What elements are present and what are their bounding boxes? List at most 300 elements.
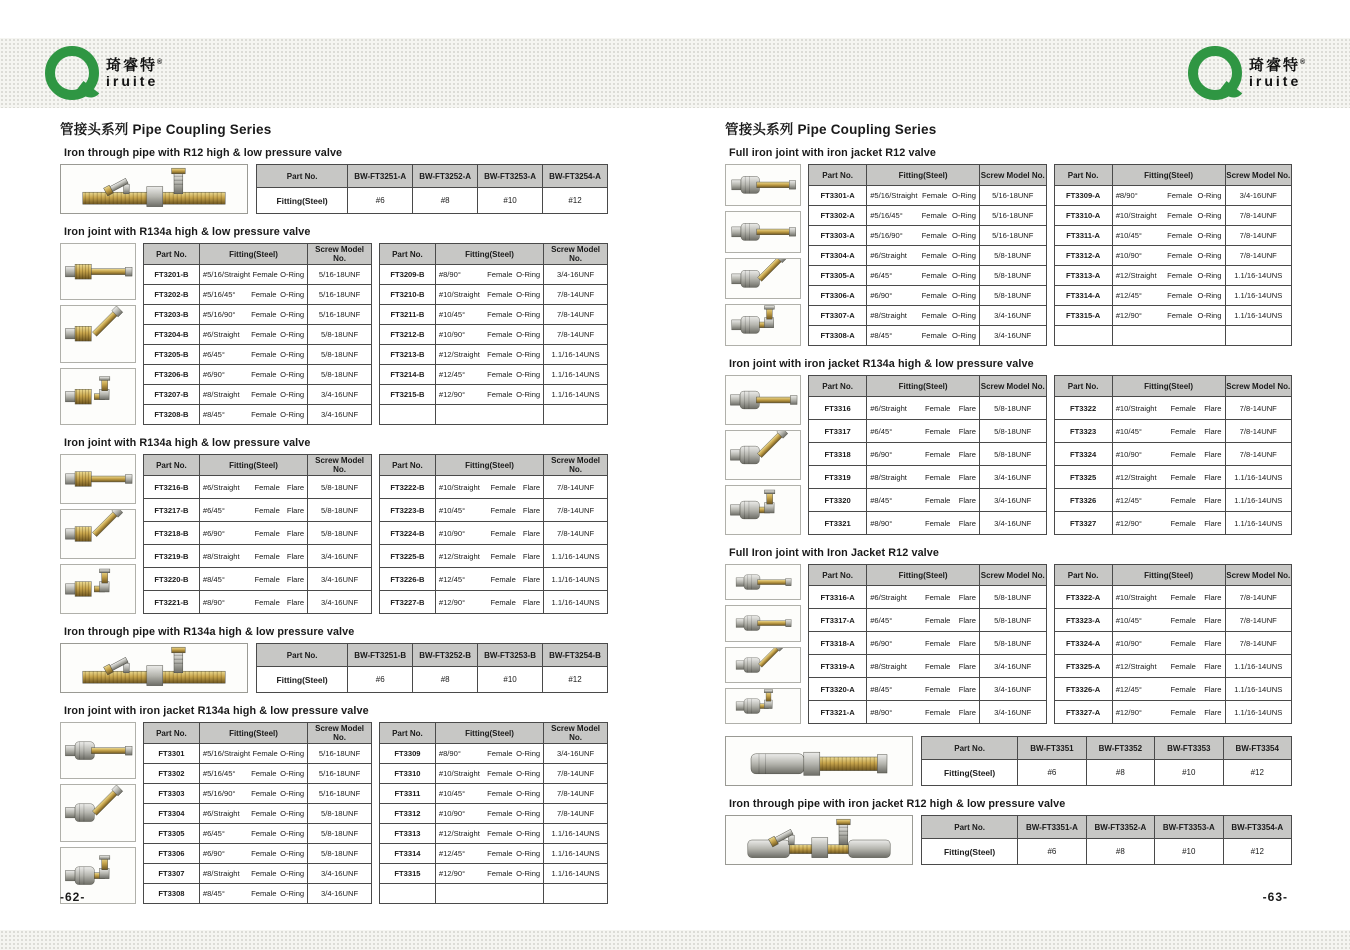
fitting-conn: Female <box>1170 707 1196 717</box>
jk-45-fitting-photo <box>725 647 801 683</box>
part-no-header: Part No. <box>380 455 436 476</box>
fitting-seal: Flare <box>958 518 976 528</box>
tee-jacket-fitting-photo <box>725 815 913 865</box>
part-no-header: Part No. <box>1054 165 1112 186</box>
fitting-spec: #12/45° <box>438 849 466 858</box>
fitting-spec: #10/45° <box>1115 231 1142 240</box>
jk-90-fitting-photo <box>725 485 801 535</box>
part-no-header: Part No. <box>809 376 867 397</box>
part-no-cell: FT3321 <box>809 512 867 535</box>
section-heading: Iron joint with R134a high & low pressure valve <box>64 226 311 238</box>
part-no-header: Part No. <box>257 165 348 188</box>
table-row <box>809 266 1047 286</box>
screw-model-cell: 5/16-18UNF <box>308 744 372 764</box>
part-no-cell: FT3211-B <box>380 305 436 325</box>
table-row <box>809 443 1047 466</box>
fitting-seal: Flare <box>522 505 541 515</box>
fitting-cell <box>867 246 980 266</box>
fitting-cell <box>867 632 980 655</box>
table-row <box>809 186 1047 206</box>
fitting-conn: Female <box>251 829 277 838</box>
table-row <box>1054 246 1292 266</box>
part-no-cell: FT3325 <box>1054 466 1112 489</box>
fitting-cell <box>1112 420 1225 443</box>
fitting-conn: Female <box>490 574 516 584</box>
crimp-fitting-photo <box>725 736 913 786</box>
fitting-conn: Female <box>1170 684 1196 694</box>
fitting-spec: #6/Straight <box>202 809 240 818</box>
part-no-cell: FT3315 <box>380 864 436 884</box>
fitting-seal: Flare <box>958 472 976 482</box>
jk-45-fitting-photo <box>60 784 136 841</box>
fitting-seal: O-Ring <box>516 350 541 359</box>
fitting-conn: Female <box>487 849 513 858</box>
fitting-spec: #12/Straight <box>438 350 480 359</box>
table-row <box>380 522 608 545</box>
screw-model-cell: 3/4-16UNF <box>308 864 372 884</box>
part-no-cell: FT3205-B <box>144 345 200 365</box>
fitting-spec: #6/Straight <box>202 482 240 492</box>
table-row <box>144 285 372 305</box>
fitting-cell <box>867 701 980 724</box>
fitting-spec: #6/90° <box>870 638 893 648</box>
table-row <box>1054 701 1292 724</box>
fitting-seal: Flare <box>958 592 976 602</box>
fitting-seal: Flare <box>1204 592 1222 602</box>
fitting-size-cell: #10 <box>478 188 543 214</box>
fitting-seal: O-Ring <box>516 789 541 798</box>
fitting-conn: Female <box>921 231 947 240</box>
fitting-seal: Flare <box>958 707 976 717</box>
j-straight-fitting-photo <box>60 454 136 504</box>
fitting-cell <box>1112 397 1225 420</box>
table-row <box>1054 326 1292 346</box>
screw-model-cell: 1.1/16-14UNS <box>544 545 608 568</box>
table-header-row <box>809 565 1047 586</box>
part-no-cell: FT3313 <box>380 824 436 844</box>
fitting-size-cell: #10 <box>1155 839 1223 865</box>
fitting-spec: #12/Straight <box>438 551 480 561</box>
fitting-header: Fitting(Steel) <box>435 723 543 744</box>
screw-model-cell: 3/4-16UNF <box>308 385 372 405</box>
brand-logo <box>1188 46 1307 100</box>
table-row <box>144 345 372 365</box>
part-no-cell: FT3213-B <box>380 345 436 365</box>
table-row <box>1054 206 1292 226</box>
screw-model-cell: 5/16-18UNF <box>308 305 372 325</box>
fitting-conn: Female <box>254 482 280 492</box>
part-no-cell: FT3227-B <box>380 591 436 614</box>
table-row <box>144 325 372 345</box>
part-no-cell: FT3305 <box>144 824 200 844</box>
fitting-conn: Female <box>925 426 951 436</box>
fitting-photo-column <box>725 164 801 346</box>
table-header-row <box>144 723 372 744</box>
fitting-seal: O-Ring <box>280 869 305 878</box>
part-no-value: BW-FT3251-B <box>348 644 413 667</box>
screw-model-cell: 7/8-14UNF <box>1225 397 1292 420</box>
table-header-row <box>380 244 608 265</box>
fitting-size-cell: #12 <box>543 667 608 693</box>
fitting-spec: #6/90° <box>870 449 893 459</box>
part-no-cell: FT3306 <box>144 844 200 864</box>
fitting-seal: O-Ring <box>280 330 305 339</box>
part-no-cell: FT3318 <box>809 443 867 466</box>
part-no-cell: FT3216-B <box>144 476 200 499</box>
screw-model-header: Screw Model No. <box>980 165 1047 186</box>
screw-model-cell: 1.1/16-14UNS <box>544 591 608 614</box>
fitting-header: Fitting(Steel) <box>199 723 307 744</box>
screw-model-cell: 1.1/16-14UNS <box>1225 655 1292 678</box>
table-row <box>1054 586 1292 609</box>
fitting-seal: Flare <box>286 528 305 538</box>
table-header-row <box>809 376 1047 397</box>
part-no-value: BW-FT3354-A <box>1223 816 1291 839</box>
fitting-seal: O-Ring <box>280 809 305 818</box>
fitting-header: Fitting(Steel) <box>1112 376 1225 397</box>
fitting-cell <box>1112 512 1225 535</box>
table-row <box>144 744 372 764</box>
table-row <box>380 764 608 784</box>
fitting-spec: #12/90° <box>438 869 466 878</box>
parts-table <box>1054 564 1293 724</box>
fitting-spec: #12/45° <box>1115 495 1142 505</box>
table-row <box>144 784 372 804</box>
fitting-seal: Flare <box>1204 684 1222 694</box>
screw-model-cell: 7/8-14UNF <box>544 764 608 784</box>
table-row <box>144 804 372 824</box>
screw-model-cell: 3/4-16UNF <box>980 489 1047 512</box>
jk-45-fitting-photo <box>725 258 801 300</box>
screw-model-cell: 3/4-16UNF <box>308 884 372 904</box>
table-row <box>1054 226 1292 246</box>
j-90-fitting-photo <box>60 368 136 425</box>
part-no-cell: FT3210-B <box>380 285 436 305</box>
empty-cell <box>1225 326 1292 346</box>
fitting-spec: #12/90° <box>1115 707 1142 717</box>
fitting-conn: Female <box>487 330 513 339</box>
registered-mark: ® <box>157 58 165 66</box>
fitting-conn: Female <box>254 574 280 584</box>
fitting-spec: #10/Straight <box>1115 592 1157 602</box>
fitting-conn: Female <box>251 889 277 898</box>
screw-model-cell: 7/8-14UNF <box>544 499 608 522</box>
screw-model-cell: 1.1/16-14UNS <box>544 568 608 591</box>
part-no-cell: FT3317 <box>809 420 867 443</box>
screw-model-cell: 5/16-18UNF <box>308 764 372 784</box>
fitting-cell <box>199 285 307 305</box>
fitting-cell <box>1112 266 1225 286</box>
screw-model-cell: 1.1/16-14UNS <box>1225 489 1292 512</box>
fitting-seal: O-Ring <box>1197 291 1222 300</box>
screw-model-cell: 3/4-16UNF <box>980 701 1047 724</box>
fitting-cell <box>867 397 980 420</box>
table-row <box>257 667 608 693</box>
part-no-cell: FT3327 <box>1054 512 1112 535</box>
screw-model-cell: 5/8-18UNF <box>308 522 372 545</box>
part-no-cell: FT3314-A <box>1054 286 1112 306</box>
fitting-conn: Female <box>925 403 951 413</box>
fitting-spec: #6/45° <box>202 829 225 838</box>
part-no-cell: FT3312-A <box>1054 246 1112 266</box>
part-no-cell: FT3302-A <box>809 206 867 226</box>
fitting-spec: #12/45° <box>438 574 466 584</box>
part-no-cell: FT3303 <box>144 784 200 804</box>
section-heading: Iron through pipe with R134a high & low pressure valve <box>64 626 355 638</box>
fitting-cell <box>199 784 307 804</box>
part-no-cell: FT3305-A <box>809 266 867 286</box>
screw-model-cell: 7/8-14UNF <box>1225 609 1292 632</box>
part-no-value: BW-FT3352 <box>1086 737 1154 760</box>
screw-model-cell: 5/8-18UNF <box>980 266 1047 286</box>
fitting-spec: #6/45° <box>870 615 893 625</box>
fitting-seal: Flare <box>1204 518 1222 528</box>
table-row <box>144 522 372 545</box>
fitting-cell <box>199 305 307 325</box>
screw-model-cell: 1.1/16-14UNS <box>1225 701 1292 724</box>
part-no-cell: FT3222-B <box>380 476 436 499</box>
fitting-spec: #5/16/90° <box>870 231 903 240</box>
fitting-conn: Female <box>490 528 516 538</box>
table-row <box>809 397 1047 420</box>
screw-model-cell: 7/8-14UNF <box>544 476 608 499</box>
fitting-spec: #12/45° <box>438 370 466 379</box>
fitting-cell <box>1112 655 1225 678</box>
fitting-spec: #6/45° <box>870 271 893 280</box>
part-no-cell: FT3303-A <box>809 226 867 246</box>
fitting-size-cell: #12 <box>1223 839 1291 865</box>
fitting-seal: Flare <box>286 551 305 561</box>
screw-model-cell: 7/8-14UNF <box>1225 420 1292 443</box>
table-row <box>380 265 608 285</box>
table-row <box>380 285 608 305</box>
table-row <box>144 365 372 385</box>
part-no-cell: FT3309 <box>380 744 436 764</box>
fitting-conn: Female <box>1167 271 1193 280</box>
part-no-cell: FT3326 <box>1054 489 1112 512</box>
empty-cell <box>435 405 543 425</box>
table-row <box>144 476 372 499</box>
part-no-header: Part No. <box>144 244 200 265</box>
fitting-conn: Female <box>921 291 947 300</box>
table-row <box>922 760 1292 786</box>
fitting-cell <box>435 824 543 844</box>
table-row <box>1054 266 1292 286</box>
table-row <box>144 305 372 325</box>
fitting-seal: Flare <box>958 426 976 436</box>
parts-table <box>256 643 608 693</box>
fitting-cell <box>435 325 543 345</box>
fitting-seal: O-Ring <box>1197 271 1222 280</box>
table-row <box>144 591 372 614</box>
table-row <box>1054 655 1292 678</box>
fitting-cell <box>1112 186 1225 206</box>
table-row <box>809 286 1047 306</box>
fitting-spec: #10/Straight <box>438 290 480 299</box>
fitting-spec: #6/Straight <box>202 330 240 339</box>
table-row <box>144 824 372 844</box>
fitting-conn: Female <box>1170 518 1196 528</box>
fitting-cell <box>435 764 543 784</box>
fitting-spec: #12/90° <box>438 597 466 607</box>
screw-model-cell: 5/8-18UNF <box>980 632 1047 655</box>
catalog-section <box>725 358 1292 535</box>
fitting-conn: Female <box>921 311 947 320</box>
part-no-cell: FT3320 <box>809 489 867 512</box>
fitting-photo-column <box>60 454 136 614</box>
screw-model-cell: 5/8-18UNF <box>308 824 372 844</box>
fitting-spec: #10/45° <box>438 505 466 515</box>
fitting-seal: O-Ring <box>1197 231 1222 240</box>
fitting-spec: #5/16/45° <box>870 211 903 220</box>
screw-model-cell: 5/16-18UNF <box>980 186 1047 206</box>
table-row <box>380 545 608 568</box>
fitting-cell <box>1112 226 1225 246</box>
part-no-header: Part No. <box>922 816 1018 839</box>
fitting-cell <box>199 345 307 365</box>
fitting-seal: Flare <box>522 528 541 538</box>
fitting-cell <box>435 545 543 568</box>
screw-model-cell: 3/4-16UNF <box>308 591 372 614</box>
fitting-conn: Female <box>487 310 513 319</box>
part-no-header: Part No. <box>144 455 200 476</box>
fitting-seal: O-Ring <box>516 769 541 778</box>
fitting-size-cell: #6 <box>348 667 413 693</box>
table-row <box>1054 609 1292 632</box>
part-no-cell: FT3314 <box>380 844 436 864</box>
fitting-spec: #10/90° <box>438 528 466 538</box>
table-row <box>380 305 608 325</box>
fitting-label-cell: Fitting(Steel) <box>922 760 1018 786</box>
parts-table <box>143 722 372 904</box>
parts-table <box>1054 164 1293 346</box>
part-no-value: BW-FT3251-A <box>348 165 413 188</box>
table-row <box>144 385 372 405</box>
section-heading: Iron through pipe with R12 high & low pressure valve <box>64 147 343 159</box>
empty-cell <box>544 405 608 425</box>
fitting-seal: Flare <box>958 661 976 671</box>
part-no-cell: FT3315-A <box>1054 306 1112 326</box>
fitting-conn: Female <box>254 551 280 561</box>
fitting-conn: Female <box>922 191 948 200</box>
fitting-conn: Female <box>251 869 277 878</box>
fitting-cell <box>435 864 543 884</box>
brand-logo-text <box>1249 58 1307 88</box>
fitting-spec: #6/45° <box>202 350 225 359</box>
jk-90-fitting-photo <box>725 304 801 346</box>
screw-model-cell: 7/8-14UNF <box>1225 443 1292 466</box>
part-no-value: BW-FT3351 <box>1018 737 1086 760</box>
part-no-value: BW-FT3353 <box>1155 737 1223 760</box>
part-no-cell: FT3324-A <box>1054 632 1112 655</box>
parts-table <box>256 164 608 214</box>
fitting-cell <box>199 405 307 425</box>
fitting-cell <box>1112 443 1225 466</box>
fitting-conn: Female <box>251 410 277 419</box>
screw-model-cell: 7/8-14UNF <box>1225 206 1292 226</box>
fitting-cell <box>867 678 980 701</box>
fitting-seal: O-Ring <box>951 251 976 260</box>
part-no-cell: FT3327-A <box>1054 701 1112 724</box>
screw-model-header: Screw Model No. <box>308 244 372 265</box>
part-no-cell: FT3221-B <box>144 591 200 614</box>
fitting-cell <box>199 325 307 345</box>
fitting-spec: #10/Straight <box>438 769 480 778</box>
fitting-seal: O-Ring <box>516 829 541 838</box>
screw-model-cell: 1.1/16-14UNS <box>544 864 608 884</box>
screw-model-cell: 5/8-18UNF <box>308 804 372 824</box>
fitting-spec: #12/45° <box>1115 684 1142 694</box>
screw-model-cell: 5/8-18UNF <box>980 397 1047 420</box>
parts-table <box>143 243 372 425</box>
fitting-cell <box>199 744 307 764</box>
table-row <box>380 884 608 904</box>
table-row <box>1054 512 1292 535</box>
fitting-spec: #10/Straight <box>1115 211 1157 220</box>
table-row <box>380 365 608 385</box>
fitting-spec: #8/Straight <box>870 661 907 671</box>
fitting-conn: Female <box>1170 592 1196 602</box>
fitting-spec: #8/45° <box>870 495 893 505</box>
j-90-fitting-photo <box>60 564 136 614</box>
parts-table <box>808 375 1047 535</box>
fitting-photo-column <box>725 564 801 724</box>
fitting-conn: Female <box>254 505 280 515</box>
catalog-page <box>60 118 608 916</box>
fitting-seal: O-Ring <box>280 290 305 299</box>
table-row <box>1054 186 1292 206</box>
screw-model-cell: 5/8-18UNF <box>980 443 1047 466</box>
fitting-seal: Flare <box>1204 638 1222 648</box>
part-no-cell: FT3214-B <box>380 365 436 385</box>
fitting-conn: Female <box>1167 311 1193 320</box>
fitting-seal: O-Ring <box>1197 191 1222 200</box>
table-row <box>809 206 1047 226</box>
screw-model-cell: 7/8-14UNF <box>1225 632 1292 655</box>
screw-model-cell: 5/8-18UNF <box>308 499 372 522</box>
part-no-cell: FT3204-B <box>144 325 200 345</box>
empty-cell <box>380 884 436 904</box>
fitting-cell <box>199 545 307 568</box>
fitting-seal: O-Ring <box>516 390 541 399</box>
fitting-header: Fitting(Steel) <box>867 376 980 397</box>
fitting-cell <box>867 586 980 609</box>
part-no-value: BW-FT3254-B <box>543 644 608 667</box>
part-no-cell: FT3301 <box>144 744 200 764</box>
fitting-conn: Female <box>251 350 277 359</box>
table-row <box>380 385 608 405</box>
parts-table <box>143 454 372 614</box>
table-row <box>380 476 608 499</box>
fitting-seal: O-Ring <box>280 789 305 798</box>
part-no-cell: FT3202-B <box>144 285 200 305</box>
fitting-spec: #10/45° <box>1115 615 1142 625</box>
fitting-spec: #10/45° <box>1115 426 1142 436</box>
table-row <box>809 586 1047 609</box>
fitting-cell <box>199 864 307 884</box>
fitting-seal: O-Ring <box>516 290 541 299</box>
part-no-cell: FT3304 <box>144 804 200 824</box>
fitting-photo-column <box>60 243 136 425</box>
fitting-spec: #12/Straight <box>1115 661 1157 671</box>
table-row <box>144 568 372 591</box>
fitting-conn: Female <box>487 290 513 299</box>
part-no-cell: FT3322-A <box>1054 586 1112 609</box>
part-no-header: Part No. <box>380 723 436 744</box>
fitting-seal: O-Ring <box>280 370 305 379</box>
table-row <box>144 545 372 568</box>
fitting-size-cell: #6 <box>1018 760 1086 786</box>
